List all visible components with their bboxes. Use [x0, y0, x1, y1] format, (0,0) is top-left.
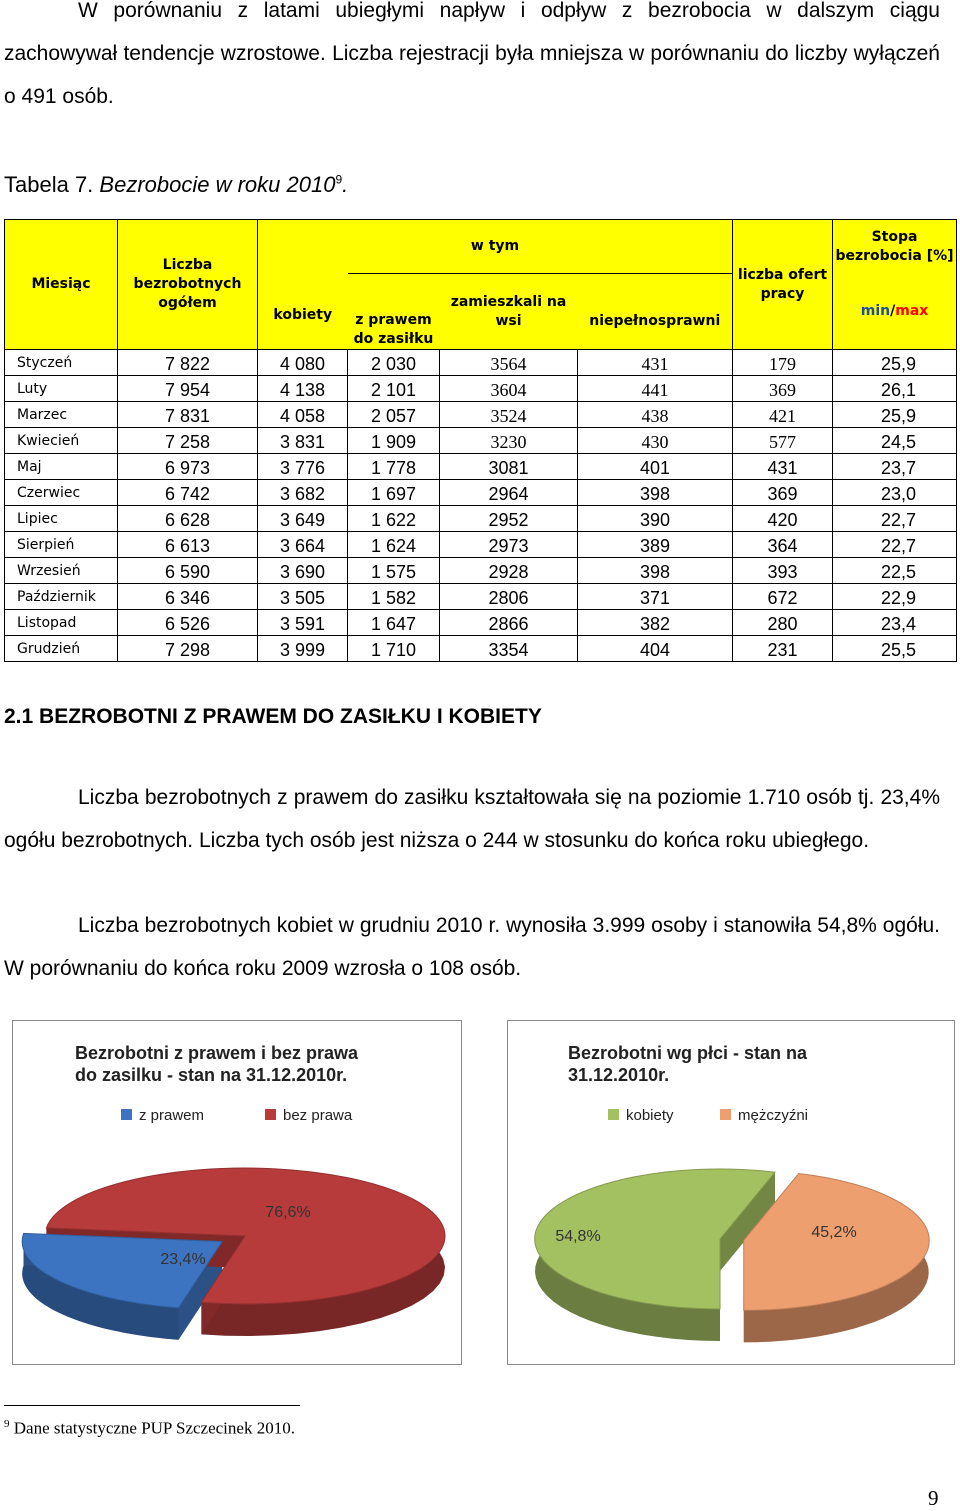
cell-benefit: 1 909 — [348, 428, 440, 454]
cell-women: 3 664 — [258, 532, 348, 558]
legend-swatch — [265, 1109, 276, 1120]
cell-offers: 431 — [733, 454, 833, 480]
table-row — [5, 480, 957, 506]
cell-disabled: 404 — [578, 636, 733, 662]
min-label: min — [860, 302, 891, 319]
cell-rural: 3230 — [440, 428, 578, 454]
cell-rural: 2806 — [440, 584, 578, 610]
cell-benefit: 1 778 — [348, 454, 440, 480]
cell-rate: 23,7 — [833, 454, 957, 480]
cell-women: 3 591 — [258, 610, 348, 636]
cell-rural: 3081 — [440, 454, 578, 480]
header-total: Liczba bezrobotnych ogółem — [118, 220, 258, 350]
cell-month: Marzec — [5, 402, 118, 428]
cell-women: 4 138 — [258, 376, 348, 402]
max-label: max — [895, 302, 929, 319]
cell-benefit: 2 101 — [348, 376, 440, 402]
cell-disabled: 430 — [578, 428, 733, 454]
pie-data-label: 54,8% — [555, 1228, 601, 1245]
footnote-ref: 9 — [335, 172, 343, 187]
cell-rate: 23,0 — [833, 480, 957, 506]
cell-month: Luty — [5, 376, 118, 402]
cell-rural: 3564 — [440, 350, 578, 376]
legend-label: z prawem — [139, 1107, 205, 1124]
cell-offers: 672 — [733, 584, 833, 610]
cell-total: 6 346 — [118, 584, 258, 610]
chart-gender-svg — [508, 1021, 954, 1364]
chart-gender — [507, 1020, 955, 1365]
table-row — [5, 428, 957, 454]
header-rate: Stopa bezrobocia [%] — [833, 220, 957, 274]
cell-women: 3 776 — [258, 454, 348, 480]
cell-month: Listopad — [5, 610, 118, 636]
header-min-max — [833, 274, 957, 350]
footnote — [4, 1418, 295, 1439]
legend-swatch — [608, 1109, 619, 1120]
body-paragraph-1-text: Liczba bezrobotnych z prawem do zasiłku kształtowała się na poziomie 1.710 osób tj. 23,4% ogółu bezrobotnych. Liczba tych osób jest niższa o 244 w stosunku do końca roku ubiegłego. — [4, 786, 940, 852]
chart-title: Bezrobotni wg płci - stan na 31.12.2010r. — [568, 1043, 808, 1085]
cell-rate: 25,9 — [833, 402, 957, 428]
cell-benefit: 2 030 — [348, 350, 440, 376]
cell-total: 6 973 — [118, 454, 258, 480]
table-row — [5, 376, 957, 402]
cell-rural: 3524 — [440, 402, 578, 428]
cell-rural: 2973 — [440, 532, 578, 558]
header-offers: liczba ofert pracy — [733, 220, 833, 350]
chart-benefit — [12, 1020, 462, 1365]
cell-offers: 577 — [733, 428, 833, 454]
table-row — [5, 558, 957, 584]
legend-swatch — [720, 1109, 731, 1120]
table-caption — [4, 172, 348, 198]
cell-total: 6 613 — [118, 532, 258, 558]
cell-offers: 393 — [733, 558, 833, 584]
cell-month: Grudzień — [5, 636, 118, 662]
cell-total: 6 590 — [118, 558, 258, 584]
cell-month: Styczeń — [5, 350, 118, 376]
cell-rural: 3604 — [440, 376, 578, 402]
intro-paragraph — [4, 0, 940, 118]
cell-disabled: 382 — [578, 610, 733, 636]
cell-rate: 22,7 — [833, 532, 957, 558]
cell-disabled: 398 — [578, 558, 733, 584]
chart-benefit-svg — [13, 1021, 461, 1364]
cell-women: 4 058 — [258, 402, 348, 428]
section-heading: 2.1 BEZROBOTNI Z PRAWEM DO ZASIŁKU I KOBIETY — [4, 705, 542, 728]
legend-label: mężczyźni — [738, 1107, 809, 1124]
body-paragraph-2-text: Liczba bezrobotnych kobiet w grudniu 2010 r. wynosiła 3.999 osoby i stanowiła 54,8% ogółu. W porównaniu do końca roku 2009 wzrosła o 108 osób. — [4, 914, 940, 980]
cell-total: 6 628 — [118, 506, 258, 532]
footnote-separator — [4, 1405, 300, 1406]
header-with-benefit: z prawem do zasiłku — [348, 274, 440, 350]
cell-total: 7 822 — [118, 350, 258, 376]
cell-benefit: 1 622 — [348, 506, 440, 532]
table-caption-trailing: . — [342, 172, 349, 197]
cell-offers: 369 — [733, 480, 833, 506]
page-number: 9 — [928, 1486, 939, 1510]
cell-rate: 22,7 — [833, 506, 957, 532]
cell-rate: 25,5 — [833, 636, 957, 662]
cell-month: Sierpień — [5, 532, 118, 558]
legend-swatch — [121, 1109, 132, 1120]
cell-women: 3 649 — [258, 506, 348, 532]
cell-benefit: 1 647 — [348, 610, 440, 636]
cell-disabled: 389 — [578, 532, 733, 558]
body-paragraph-2 — [4, 904, 940, 990]
cell-rate: 24,5 — [833, 428, 957, 454]
cell-rate: 22,5 — [833, 558, 957, 584]
header-w-tym: w tym — [258, 220, 733, 274]
cell-rural: 2928 — [440, 558, 578, 584]
cell-benefit: 1 710 — [348, 636, 440, 662]
cell-rural: 3354 — [440, 636, 578, 662]
cell-rural: 2964 — [440, 480, 578, 506]
cell-month: Wrzesień — [5, 558, 118, 584]
cell-offers: 369 — [733, 376, 833, 402]
cell-rural: 2866 — [440, 610, 578, 636]
cell-disabled: 390 — [578, 506, 733, 532]
cell-total: 7 298 — [118, 636, 258, 662]
cell-offers: 231 — [733, 636, 833, 662]
header-rural: zamieszkali na wsi — [440, 274, 578, 350]
table-caption-text: Bezrobocie w roku 2010 — [99, 172, 336, 197]
table-row — [5, 506, 957, 532]
table-body — [5, 350, 957, 662]
cell-offers: 179 — [733, 350, 833, 376]
pie-data-label: 45,2% — [811, 1224, 857, 1241]
table-row — [5, 454, 957, 480]
cell-benefit: 2 057 — [348, 402, 440, 428]
cell-women: 3 505 — [258, 584, 348, 610]
cell-women: 3 999 — [258, 636, 348, 662]
pie-data-label: 23,4% — [160, 1251, 206, 1268]
cell-offers: 280 — [733, 610, 833, 636]
table-row — [5, 532, 957, 558]
header-women: kobiety — [258, 274, 348, 350]
chart-title: Bezrobotni z prawem i bez prawa do zasilku - stan na 31.12.2010r. — [75, 1043, 359, 1085]
cell-total: 7 258 — [118, 428, 258, 454]
legend-label: bez prawa — [283, 1107, 353, 1124]
cell-month: Kwiecień — [5, 428, 118, 454]
table-row — [5, 350, 957, 376]
cell-women: 3 690 — [258, 558, 348, 584]
cell-total: 6 742 — [118, 480, 258, 506]
pie-data-label: 76,6% — [265, 1204, 311, 1221]
cell-rate: 26,1 — [833, 376, 957, 402]
cell-disabled: 431 — [578, 350, 733, 376]
cell-disabled: 371 — [578, 584, 733, 610]
cell-month: Maj — [5, 454, 118, 480]
cell-benefit: 1 624 — [348, 532, 440, 558]
header-month: Miesiąc — [5, 220, 118, 350]
cell-month: Czerwiec — [5, 480, 118, 506]
intro-text: W porównaniu z latami ubiegłymi napływ i odpływ z bezrobocia w dalszym ciągu zachowywał tendencje wzrostowe. Liczba rejestracji była mniejsza w porównaniu do liczby wyłączeń o 491 osób. — [4, 0, 940, 108]
body-paragraph-1 — [4, 776, 940, 862]
unemployment-table — [4, 219, 957, 662]
cell-offers: 420 — [733, 506, 833, 532]
table-caption-label: Tabela 7. — [4, 172, 94, 197]
cell-benefit: 1 697 — [348, 480, 440, 506]
cell-women: 3 831 — [258, 428, 348, 454]
table-row — [5, 402, 957, 428]
cell-month: Lipiec — [5, 506, 118, 532]
footnote-number: 9 — [4, 1418, 10, 1430]
table-row — [5, 584, 957, 610]
cell-offers: 364 — [733, 532, 833, 558]
cell-offers: 421 — [733, 402, 833, 428]
cell-disabled: 441 — [578, 376, 733, 402]
cell-rate: 22,9 — [833, 584, 957, 610]
cell-month: Październik — [5, 584, 118, 610]
cell-disabled: 438 — [578, 402, 733, 428]
footnote-text: Dane statystyczne PUP Szczecinek 2010. — [13, 1418, 295, 1438]
cell-total: 7 831 — [118, 402, 258, 428]
cell-benefit: 1 575 — [348, 558, 440, 584]
cell-disabled: 401 — [578, 454, 733, 480]
cell-rate: 25,9 — [833, 350, 957, 376]
cell-total: 6 526 — [118, 610, 258, 636]
cell-women: 4 080 — [258, 350, 348, 376]
header-disabled: niepełnosprawni — [578, 274, 733, 350]
cell-total: 7 954 — [118, 376, 258, 402]
legend-label: kobiety — [626, 1107, 674, 1124]
cell-rate: 23,4 — [833, 610, 957, 636]
slash-label: / — [890, 302, 896, 319]
cell-women: 3 682 — [258, 480, 348, 506]
table-row — [5, 610, 957, 636]
cell-disabled: 398 — [578, 480, 733, 506]
cell-benefit: 1 582 — [348, 584, 440, 610]
table-row — [5, 636, 957, 662]
cell-rural: 2952 — [440, 506, 578, 532]
